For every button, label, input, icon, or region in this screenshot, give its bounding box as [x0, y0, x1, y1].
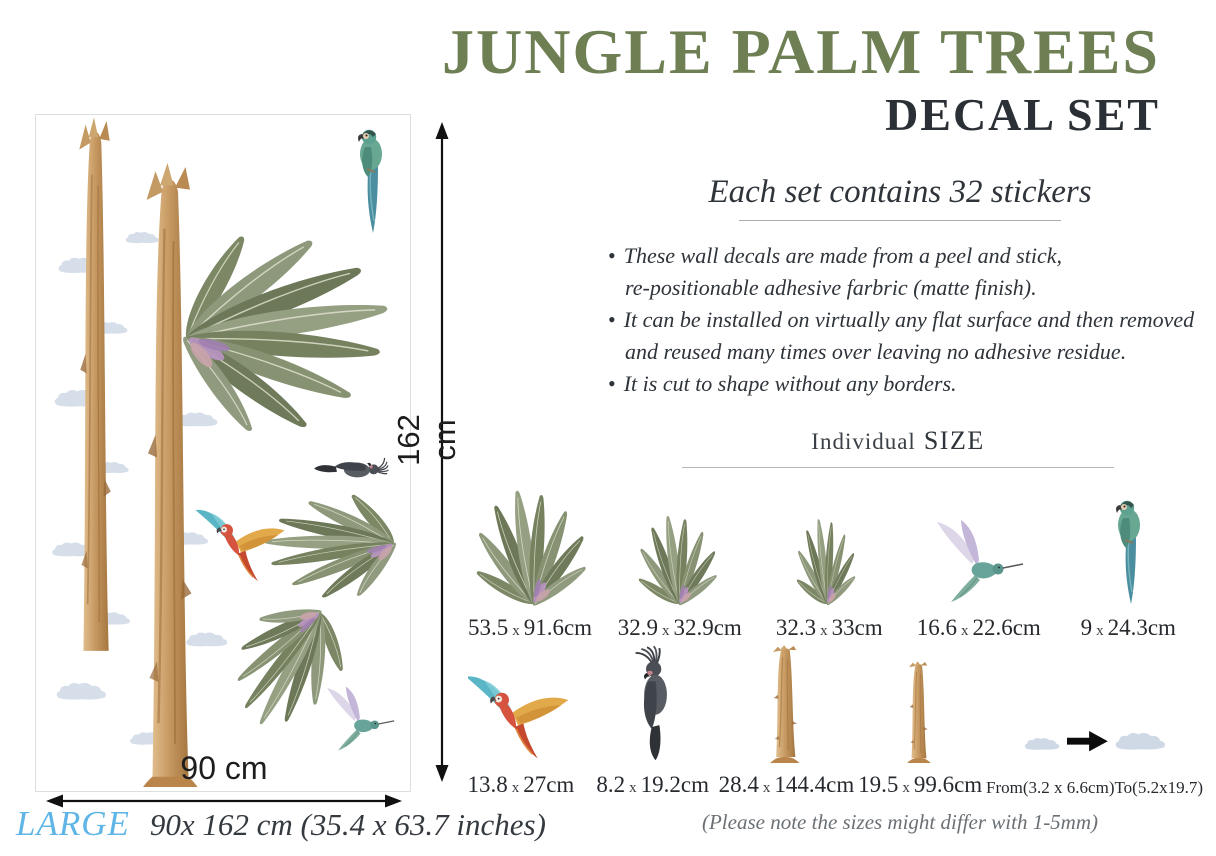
bullet-item-continuation: and reused many times over leaving no adhesive residue.: [625, 339, 1127, 364]
individual-size-section-header: [617, 426, 1179, 468]
size-item: [1054, 478, 1204, 641]
size-footnote: (Please note the sizes might differ with 1-5mm): [701, 810, 1099, 834]
palm-trunk-thin: [79, 117, 111, 650]
palm-cluster-small-icon: [779, 478, 879, 606]
short-palm-trunk-icon: [907, 645, 933, 763]
bullet-dot: •: [608, 307, 616, 332]
individual-size-heading-caps: SIZE: [923, 426, 985, 455]
individual-size-heading: Individual: [811, 429, 916, 454]
header: [442, 18, 1160, 140]
size-label: 32.9 x 32.9cm: [617, 615, 742, 640]
palm-cluster-medium-icon: [619, 478, 741, 606]
decal-artwork: [36, 115, 410, 791]
bullet-dot: •: [608, 243, 616, 268]
black-cockatoo-icon: [626, 645, 680, 763]
size-label: 28.4 x 144.4cm: [718, 772, 855, 797]
black-cockatoo: [314, 455, 389, 478]
bullet-item: • These wall decals are made from a peel and stick,: [608, 243, 1062, 268]
clouds-resize-icon: [1019, 646, 1171, 764]
product-subtitle: DECAL SET: [885, 89, 1160, 140]
green-parrot-icon: [1109, 478, 1147, 606]
size-label: 8.2 x 19.2cm: [596, 772, 710, 797]
size-label: 13.8 x 27cm: [467, 772, 575, 797]
size-label: 9 x 24.3cm: [1080, 615, 1176, 640]
size-item: [854, 645, 986, 798]
set-contents: [620, 174, 1180, 221]
size-item: [719, 645, 855, 798]
overall-size-line: [16, 804, 546, 844]
height-dimension-label: 162 cm: [391, 414, 462, 466]
size-item: [755, 478, 905, 641]
size-label: 16.6 x 22.6cm: [916, 615, 1041, 640]
bullet-item-continuation: re-positionable adhesive farbric (matte finish).: [625, 275, 1037, 300]
hummingbird: [327, 687, 394, 751]
size-item: [455, 478, 605, 641]
palm-leaf-cluster-top: [173, 234, 390, 436]
palm-leaf-cluster-bottom: [208, 578, 368, 747]
size-item: [605, 478, 755, 641]
tall-palm-trunk-icon: [769, 645, 803, 763]
decal-preview-panel: [35, 114, 411, 792]
bullet-item: • It can be installed on virtually any flat surface and then removed: [608, 307, 1195, 332]
size-badge: LARGE: [16, 804, 130, 843]
scarlet-macaw: [196, 510, 285, 581]
palm-cluster-large-icon: [455, 478, 605, 606]
feature-bullets: [608, 240, 1216, 400]
set-contents-heading: Each set contains 32 stickers: [708, 174, 1092, 210]
size-item: [455, 645, 587, 798]
size-label: 53.5 x 91.6cm: [467, 615, 593, 640]
size-item: [587, 645, 719, 798]
bullet-item: • It is cut to shape without any borders.: [608, 371, 957, 396]
size-label: 19.5 x 99.6cm: [858, 772, 983, 797]
scarlet-macaw-icon: [468, 645, 574, 763]
size-label: From(3.2 x 6.6cm)To(5.2x19.7): [986, 778, 1203, 797]
hummingbird-icon: [931, 478, 1027, 606]
size-item: [904, 478, 1054, 641]
size-item: [986, 645, 1203, 798]
heading-underline: [739, 220, 1061, 221]
green-parrot: [358, 130, 382, 233]
size-grid-row-2: [455, 645, 1203, 798]
size-grid-row-1: [455, 478, 1203, 641]
bullet-dot: •: [608, 371, 616, 396]
width-dimension-label: 90 cm: [180, 750, 268, 786]
individual-size-divider: [682, 467, 1114, 468]
overall-size-text: 90x 162 cm (35.4 x 63.7 inches): [149, 807, 546, 842]
product-title: JUNGLE PALM TREES: [442, 16, 1160, 87]
size-label: 32.3 x 33cm: [775, 615, 883, 640]
palm-trunk-thick: [143, 163, 198, 787]
palm-leaf-cluster-middle: [258, 489, 407, 608]
